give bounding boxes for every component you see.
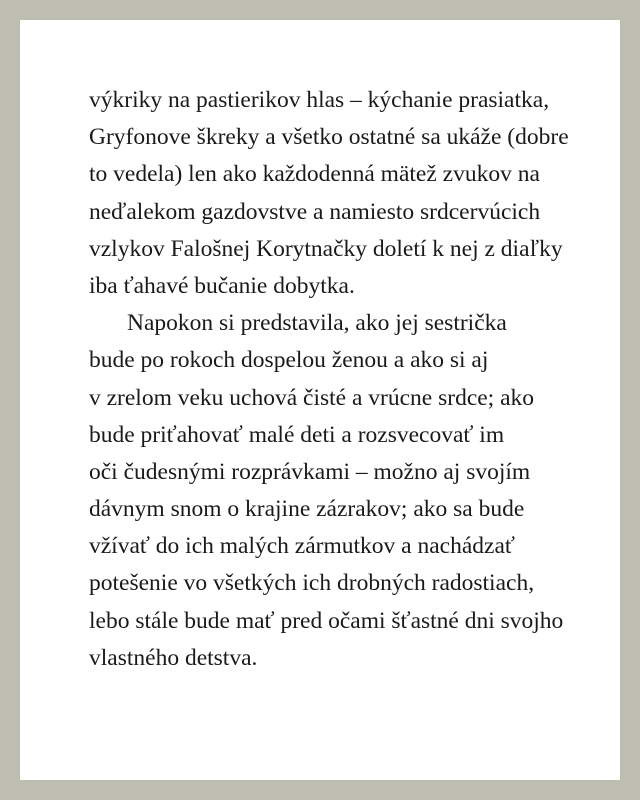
text-line: bude priťahovať malé deti a rozsvecovať im bbox=[89, 421, 505, 448]
book-page bbox=[20, 20, 620, 780]
text-line: to vedela) len ako každodenná mätež zvukov na bbox=[89, 161, 540, 188]
paragraph-1 bbox=[89, 82, 609, 305]
text-line: výkriky na pastierikov hlas – kýchanie prasiatka, bbox=[89, 87, 550, 113]
text-line: dávnym snom o krajine zázrakov; ako sa bude bbox=[89, 496, 525, 523]
text-line: neďalekom gazdovstve a namiesto srdcervúcich bbox=[89, 198, 541, 225]
text-line: vžívať do ich malých zármutkov a nachádzať bbox=[89, 533, 515, 560]
text-line: potešenie vo všetkých ich drobných radostiach, bbox=[89, 570, 535, 597]
page-text bbox=[89, 82, 609, 677]
text-line: vzlykov Falošnej Korytnačky doletí k nej z diaľky bbox=[89, 235, 563, 262]
text-line: iba ťahavé bučanie dobytka. bbox=[89, 272, 355, 299]
text-line: v zrelom veku uchová čisté a vrúcne srdce; ako bbox=[89, 384, 535, 411]
text-line: bude po rokoch dospelou ženou a ako si aj bbox=[89, 347, 489, 374]
paragraph-2 bbox=[89, 305, 609, 677]
text-line: Napokon si predstavila, ako jej sestrička bbox=[127, 310, 507, 337]
text-line: Gryfonove škreky a všetko ostatné sa ukáže (dobre bbox=[89, 124, 569, 151]
text-line: vlastného detstva. bbox=[89, 644, 258, 671]
text-line: lebo stále bude mať pred očami šťastné dni svojho bbox=[89, 607, 564, 634]
text-line: oči čudesnými rozprávkami – možno aj svojím bbox=[89, 458, 531, 485]
